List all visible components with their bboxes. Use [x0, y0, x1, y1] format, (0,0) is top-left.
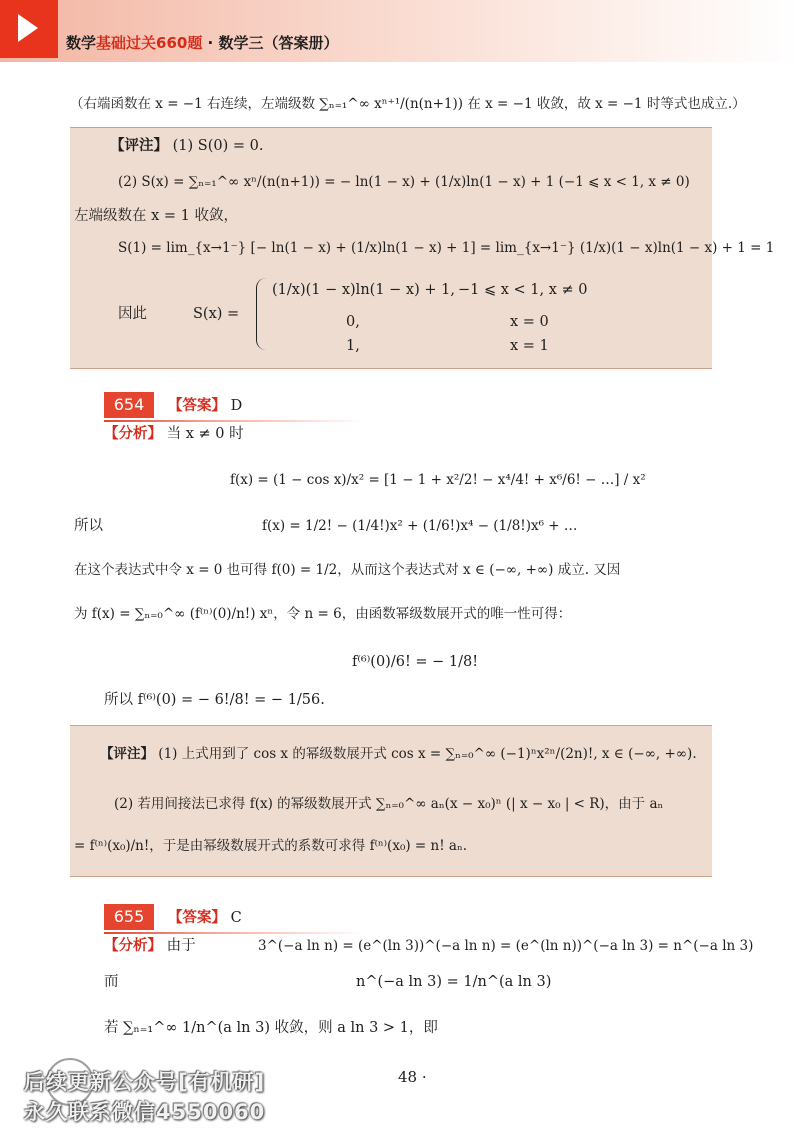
q655-l3: 若 ∑ₙ₌₁^∞ 1/n^(a ln 3) 收敛，则 a ln 3 > 1，即	[104, 1020, 438, 1036]
case2-cond: x = 0	[510, 314, 549, 330]
remark2-l1-row	[100, 744, 697, 764]
intro-line: （右端函数在 x = −1 右连续，左端级数 ∑ₙ₌₁^∞ xⁿ⁺¹/(n(n+1)) 在 x = −1 收敛，故 x = −1 时等式也成立.）	[70, 96, 746, 112]
remark2-label: 【评注】	[100, 746, 154, 762]
q654-l4: 在这个表达式中令 x = 0 也可得 f(0) = 1/2，从而这个表达式对 x ∈ (−∞, +∞) 成立. 又因	[74, 562, 621, 578]
cases-brace	[256, 278, 267, 350]
remark2-l1: (1) 上式用到了 cos x 的幂级数展开式 cos x = ∑ₙ₌₀^∞ (−1)ⁿx²ⁿ/(2n)!, x ∈ (−∞, +∞).	[158, 746, 697, 762]
q654-l3-prefix: 所以	[74, 518, 103, 534]
q654-l5: 为 f(x) = ∑ₙ₌₀^∞ (f⁽ⁿ⁾(0)/n!) xⁿ，令 n = 6，由函数幂级数展开式的唯一性可得：	[74, 606, 572, 622]
header-title-part1: 数学	[66, 34, 97, 52]
q654-analysis-row	[104, 424, 244, 444]
case2-expr: 0,	[346, 314, 360, 330]
q654-l3: f(x) = 1/2! − (1/4!)x² + (1/6!)x⁴ − (1/8!)x⁶ + …	[262, 518, 578, 534]
q655-answer: C	[230, 910, 242, 926]
header-title-part2: 基础过关660题	[96, 34, 203, 52]
q655-l1-prefix: 由于	[166, 938, 196, 954]
page-header-title	[66, 32, 338, 53]
book-logo-icon	[0, 0, 58, 58]
q654-answer-label: 【答案】	[168, 398, 226, 414]
q655-l1: 3^(−a ln n) = (e^(ln 3))^(−a ln n) = (e^(ln n))^(−a ln 3) = n^(−a ln 3)	[258, 938, 754, 954]
remark1-l3: 左端级数在 x = 1 收敛，	[74, 208, 238, 224]
q654-answer: D	[230, 398, 243, 414]
remark2-l2: (2) 若用间接法已求得 f(x) 的幂级数展开式 ∑ₙ₌₀^∞ aₙ(x − x₀)ⁿ (| x − x₀ | < R)，由于 aₙ	[114, 796, 664, 812]
header-title-part3: · 数学三（答案册）	[202, 34, 339, 52]
case3-expr: 1,	[346, 338, 360, 354]
remark1-label: 【评注】	[110, 138, 168, 154]
watermark-line-2: 永久联系微信4550060	[24, 1100, 266, 1124]
q654-divider	[104, 420, 364, 422]
q655-analysis-label: 【分析】	[104, 938, 162, 954]
page-number: 48 ·	[398, 1068, 427, 1086]
q655-l2-prefix: 而	[104, 974, 119, 990]
case3-cond: x = 1	[510, 338, 549, 354]
question-number-654: 654	[104, 392, 154, 418]
remark2-l3: = f⁽ⁿ⁾(x₀)/n!，于是由幂级数展开式的系数可求得 f⁽ⁿ⁾(x₀) = n! aₙ.	[74, 838, 468, 854]
question-number-655: 655	[104, 904, 154, 930]
q655-answer-row	[168, 908, 242, 928]
q655-divider	[104, 932, 364, 934]
remark1-l4: S(1) = lim_{x→1⁻} [− ln(1 − x) + (1/x)ln(1 − x) + 1] = lim_{x→1⁻} (1/x)(1 − x)ln(1 − x) + 1 = 1	[118, 240, 775, 256]
remark1-func-name: S(x) =	[193, 306, 240, 322]
remark1-l1: (1) S(0) = 0.	[172, 138, 264, 154]
watermark-line-1: 后续更新公众号[有机研]	[24, 1070, 266, 1094]
remark1-l5-prefix: 因此	[118, 306, 147, 322]
q654-l6: f⁽⁶⁾(0)/6! = − 1/8!	[352, 654, 479, 670]
remark1-l2: (2) S(x) = ∑ₙ₌₁^∞ xⁿ/(n(n+1)) = − ln(1 − x) + (1/x)ln(1 − x) + 1 (−1 ⩽ x < 1, x ≠ 0)	[118, 174, 690, 190]
remark1-l1-row	[110, 136, 263, 156]
q655-analysis-row	[104, 936, 196, 956]
q655-l2: n^(−a ln 3) = 1/n^(a ln 3)	[356, 974, 552, 990]
q654-analysis-label: 【分析】	[104, 426, 162, 442]
case1-expr: (1/x)(1 − x)ln(1 − x) + 1,	[272, 282, 455, 298]
q654-l1: 当 x ≠ 0 时	[166, 426, 244, 442]
q654-answer-row	[168, 396, 242, 416]
q654-l7: 所以 f⁽⁶⁾(0) = − 6!/8! = − 1/56.	[104, 692, 325, 708]
q655-answer-label: 【答案】	[168, 910, 226, 926]
q654-l2: f(x) = (1 − cos x)/x² = [1 − 1 + x²/2! − x⁴/4! + x⁶/6! − …] / x²	[230, 472, 646, 488]
case1-cond: −1 ⩽ x < 1, x ≠ 0	[458, 282, 588, 298]
